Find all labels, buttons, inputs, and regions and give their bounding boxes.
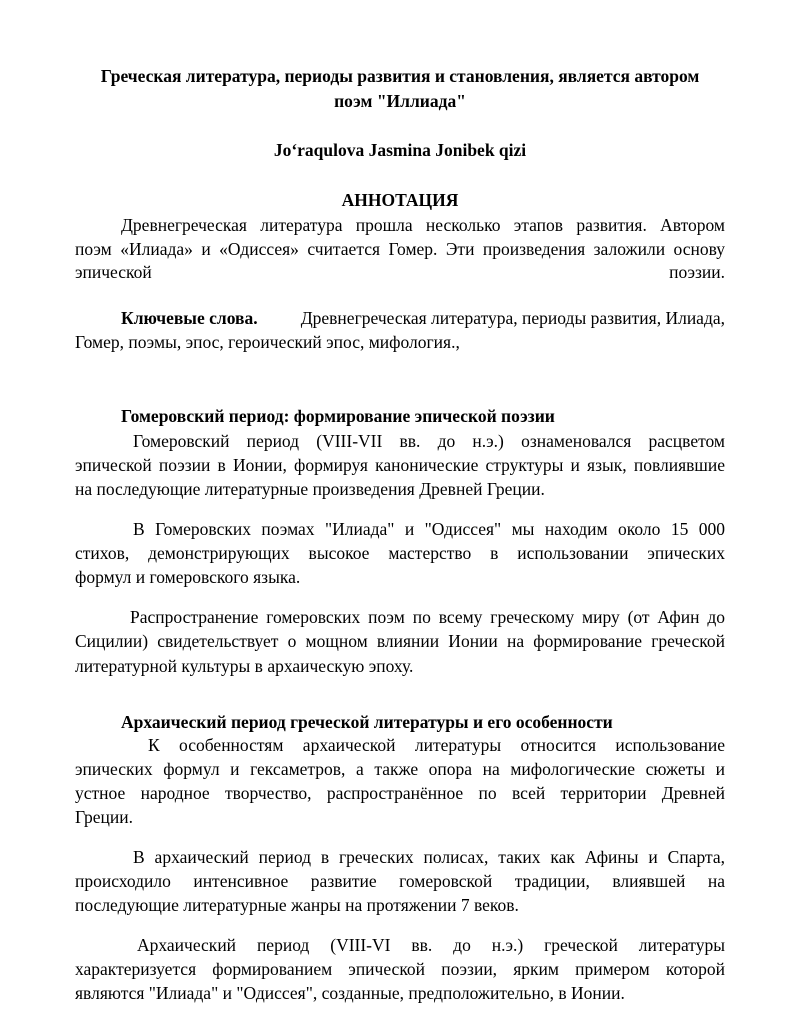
section2-p3-line-2: характеризуется формированием эпической поэзии, ярким примером которой	[75, 959, 725, 979]
section1-heading: Гомеровский период: формирование эпической поэзии	[121, 406, 555, 426]
keywords-text: Древнегреческая литература, периоды развития, Илиада,	[300, 308, 725, 328]
section2-p2-line-1: В архаический период в греческих полисах, таких как Афины и Спарта,	[133, 847, 725, 867]
title-line-2: поэм "Иллиада"	[334, 91, 466, 111]
keywords-line-1	[121, 307, 725, 330]
section1-p3-line-1: Распространение гомеровских поэм по всему греческому миру (от Афин до	[130, 607, 725, 627]
section1-p1-line-1: Гомеровский период (VIII-VII вв. до н.э.) ознаменовался расцветом	[133, 431, 725, 451]
section2-p1-line-2: эпических формул и гексаметров, а также опора на мифологические сюжеты и	[75, 759, 725, 779]
section2-p2-line-2: происходило интенсивное развитие гомеровской традиции, влиявшей на	[75, 871, 725, 891]
section2-p3-line-1: Архаический период (VIII-VI вв. до н.э.) греческой литературы	[137, 935, 725, 955]
annotation-heading: АННОТАЦИЯ	[341, 190, 459, 210]
keywords-label: Ключевые слова.	[121, 308, 258, 328]
section2-p3-line-3: являются "Илиада" и "Одиссея", созданные, предположительно, в Ионии.	[75, 983, 625, 1003]
title-line-1: Греческая литература, периоды развития и становления, является автором	[100, 66, 700, 86]
section1-p2-line-3: формул и гомеровского языка.	[75, 567, 301, 587]
section2-p2-line-3: последующие литературные жанры на протяжении 7 веков.	[75, 895, 519, 915]
annotation-line-3-left: эпической	[75, 262, 152, 282]
annotation-line-3	[75, 261, 725, 284]
author-name: Jo‘raqulova Jasmina Jonibek qizi	[273, 140, 527, 160]
annotation-line-3-right: поэзии.	[669, 262, 725, 282]
annotation-line-2: поэм «Илиада» и «Одиссея» считается Гомер. Эти произведения заложили основу	[75, 239, 725, 259]
section2-p1-line-4: Греции.	[75, 807, 134, 827]
section1-p1-line-2: эпической поэзии в Ионии, формируя канонические структуры и язык, повлиявшие	[75, 455, 725, 475]
section2-p1-line-3: устное народное творчество, распространённое по всей территории Древней	[75, 783, 725, 803]
section1-p2-line-1: В Гомеровских поэмах "Илиада" и "Одиссея" мы находим около 15 000	[133, 519, 725, 539]
section1-p3-line-3: литературной культуры в архаическую эпоху.	[75, 656, 414, 676]
section1-p3-line-2: Сицилии) свидетельствует о мощном влиянии Ионии на формирование греческой	[75, 631, 725, 651]
annotation-line-1: Древнегреческая литература прошла несколько этапов развития. Автором	[121, 215, 725, 235]
section1-p2-line-2: стихов, демонстрирующих высокое мастерство в использовании эпических	[75, 543, 725, 563]
section1-p1-line-3: на последующие литературные произведения Древней Греции.	[75, 479, 545, 499]
keywords-line-2: Гомер, поэмы, эпос, героический эпос, мифология.,	[75, 332, 460, 352]
section2-p1-line-1: К особенностям архаической литературы относится использование	[148, 735, 725, 755]
section2-heading: Архаический период греческой литературы и его особенности	[121, 712, 613, 732]
